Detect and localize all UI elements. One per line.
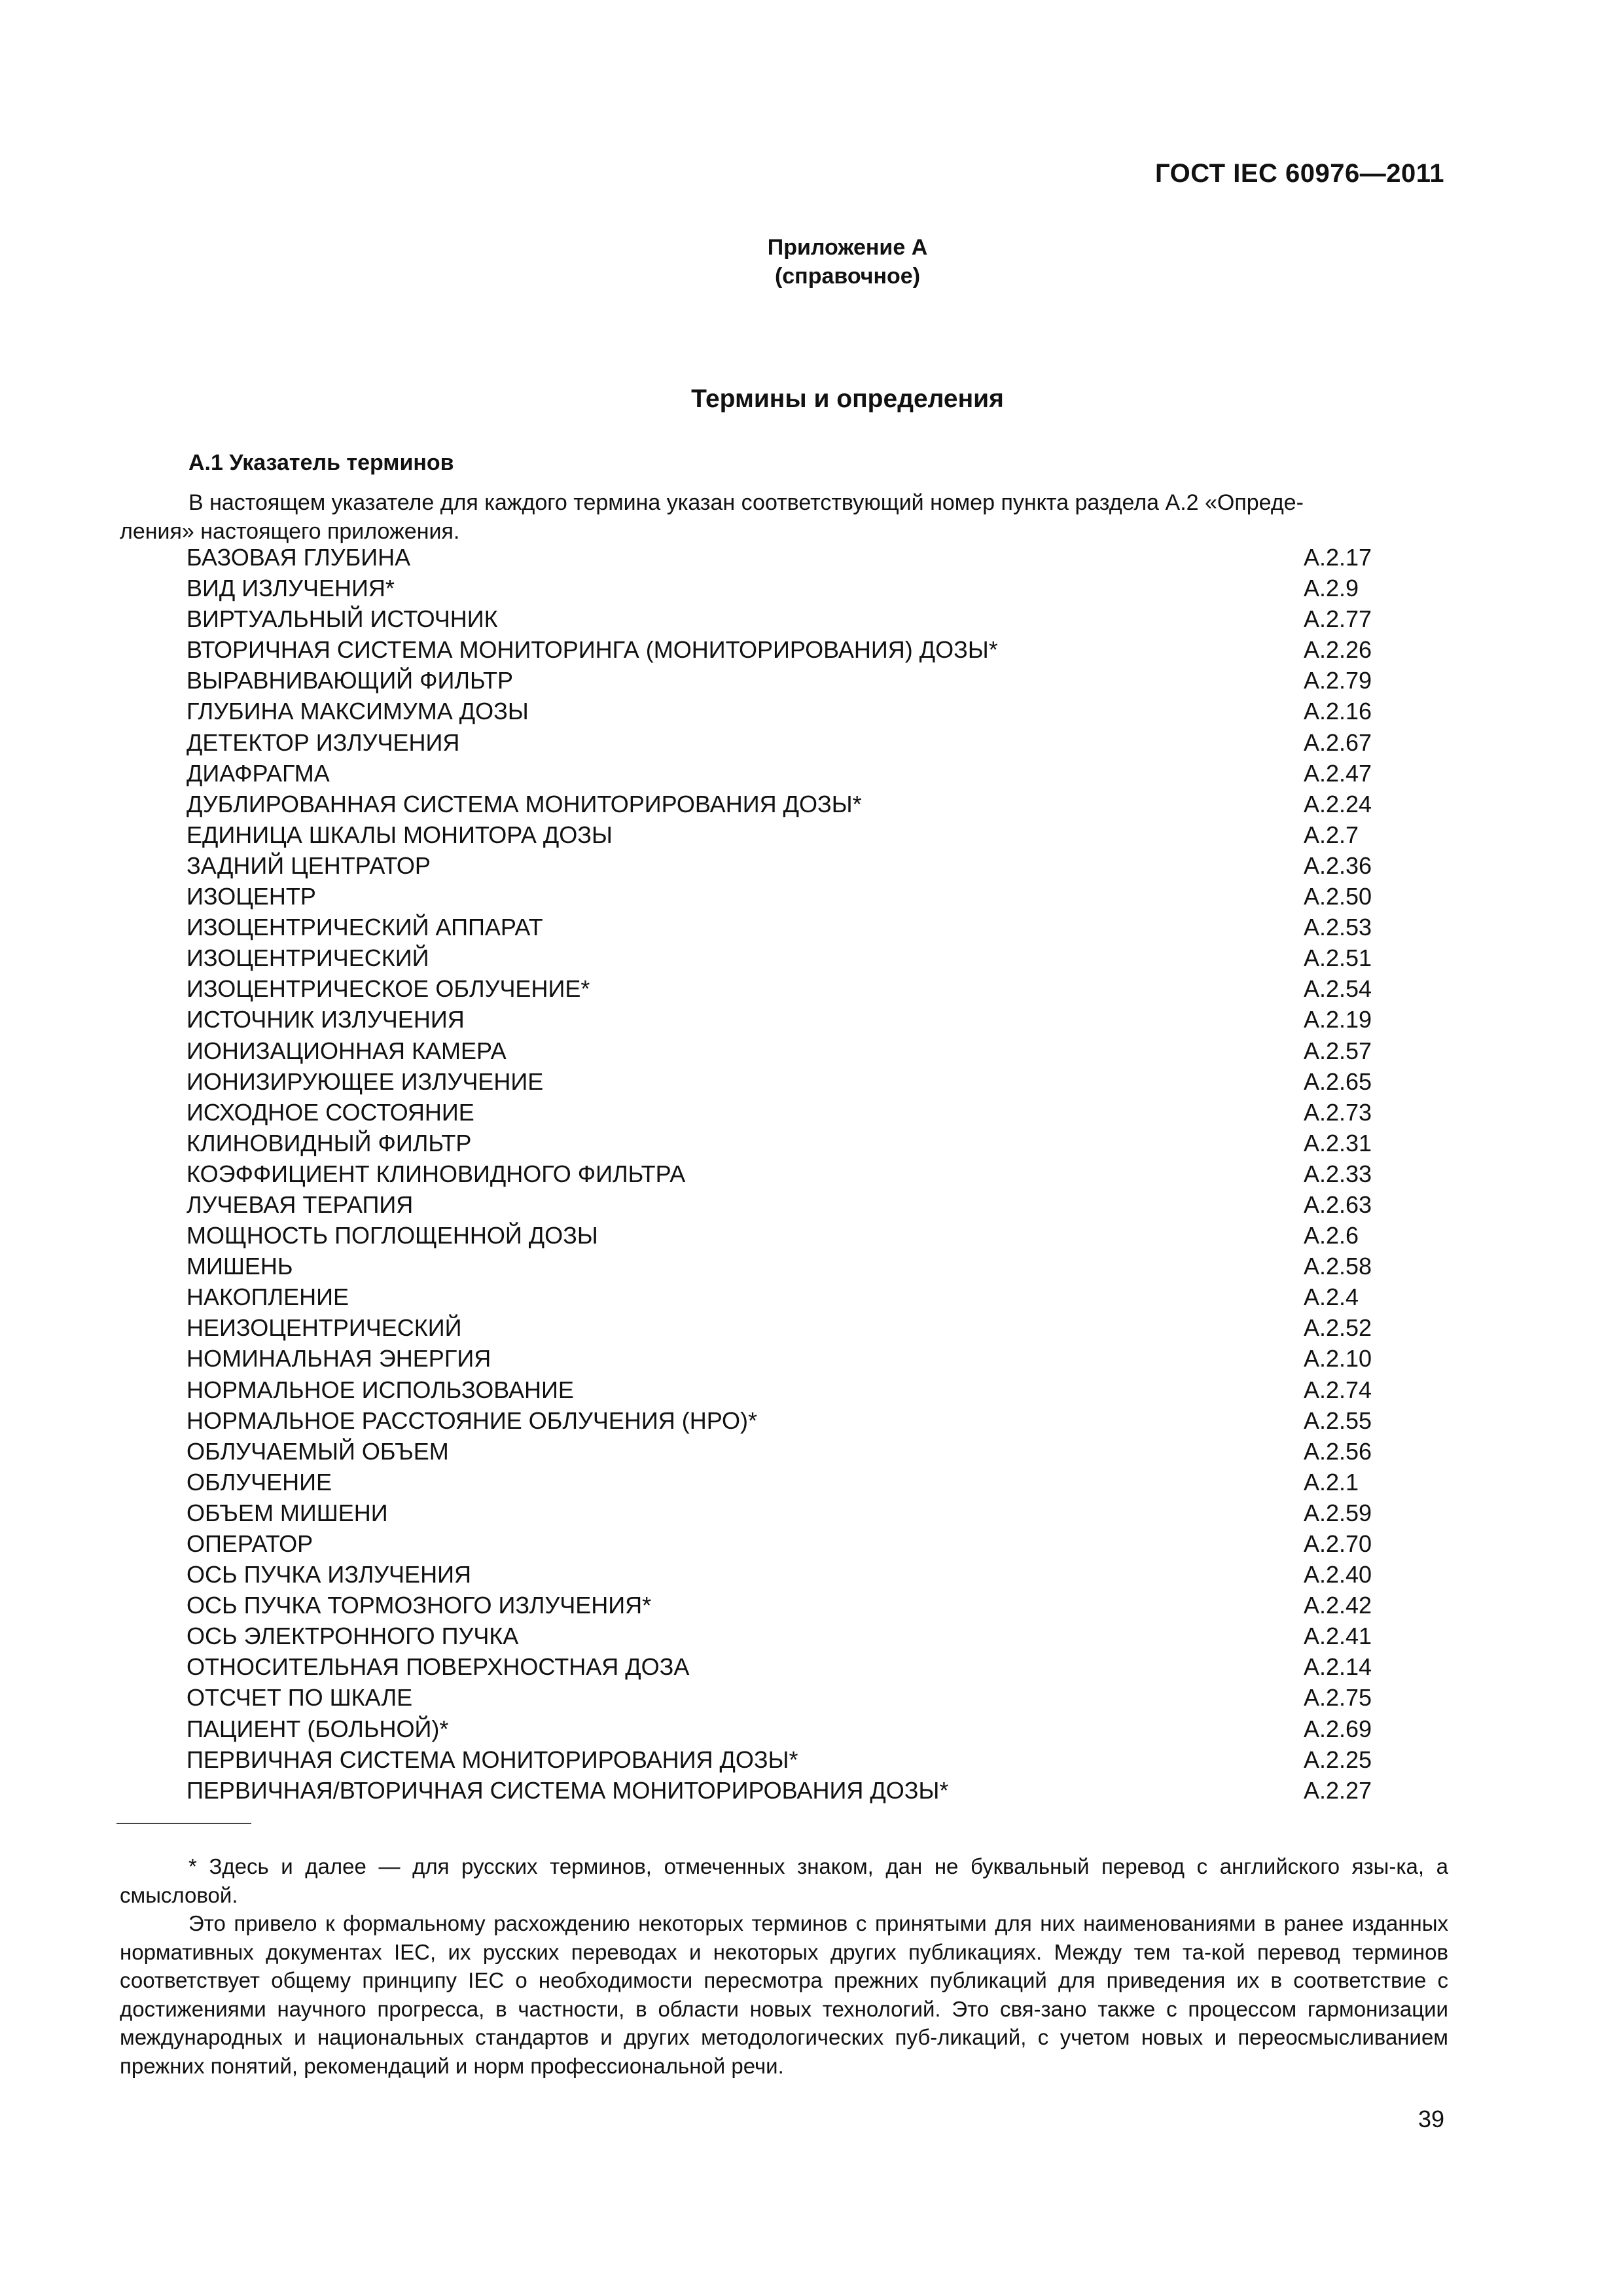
term-reference: А.2.67 (1304, 728, 1372, 756)
term-name: НОРМАЛЬНОЕ ИСПОЛЬЗОВАНИЕ (187, 1376, 574, 1403)
term-row (187, 973, 1430, 1004)
term-name: ПЕРВИЧНАЯ СИСТЕМА МОНИТОРИРОВАНИЯ ДОЗЫ* (187, 1746, 798, 1773)
term-row (187, 727, 1430, 758)
term-row (187, 573, 1430, 603)
term-row (187, 1467, 1430, 1498)
appendix-title: Приложение А (767, 235, 928, 260)
term-name: ВИРТУАЛЬНЫЙ ИСТОЧНИК (187, 605, 498, 633)
term-row (187, 819, 1430, 850)
term-name: МИШЕНЬ (187, 1253, 293, 1280)
term-name: ДИАФРАГМА (187, 759, 330, 787)
term-name: ОПЕРАТОР (187, 1530, 313, 1557)
subsection-title: А.1 Указатель терминов (188, 450, 454, 475)
term-row (187, 1220, 1430, 1251)
term-row (187, 1035, 1430, 1066)
term-name: ПАЦИЕНТ (БОЛЬНОЙ)* (187, 1715, 449, 1742)
term-reference: А.2.54 (1304, 975, 1372, 1003)
term-name: ОСЬ ЭЛЕКТРОННОГО ПУЧКА (187, 1623, 519, 1650)
term-reference: А.2.19 (1304, 1006, 1372, 1033)
term-row (187, 1374, 1430, 1405)
term-row (187, 912, 1430, 942)
term-reference: А.2.10 (1304, 1345, 1372, 1372)
term-row (187, 1158, 1430, 1189)
term-name: БАЗОВАЯ ГЛУБИНА (187, 544, 411, 571)
term-name: ИЗОЦЕНТРИЧЕСКИЙ АППАРАТ (187, 914, 543, 941)
term-name: ОСЬ ПУЧКА ИЗЛУЧЕНИЯ (187, 1561, 471, 1588)
term-reference: А.2.53 (1304, 914, 1372, 941)
appendix-kind: (справочное) (774, 264, 921, 289)
term-reference: А.2.16 (1304, 698, 1372, 725)
term-reference: А.2.25 (1304, 1746, 1372, 1773)
term-reference: А.2.14 (1304, 1653, 1372, 1681)
term-name: ВЫРАВНИВАЮЩИЙ ФИЛЬТР (187, 667, 513, 694)
term-name: ВИД ИЗЛУЧЕНИЯ* (187, 575, 395, 602)
term-reference: А.2.57 (1304, 1037, 1372, 1064)
term-reference: А.2.6 (1304, 1222, 1359, 1249)
term-name: ИОНИЗАЦИОННАЯ КАМЕРА (187, 1037, 507, 1064)
term-row (187, 1498, 1430, 1528)
term-row (187, 696, 1430, 726)
term-name: НОМИНАЛЬНАЯ ЭНЕРГИЯ (187, 1345, 491, 1372)
term-name: ОТСЧЕТ ПО ШКАЛЕ (187, 1684, 413, 1712)
term-name: ОБЪЕМ МИШЕНИ (187, 1499, 388, 1526)
term-reference: А.2.73 (1304, 1098, 1372, 1126)
term-reference: А.2.51 (1304, 944, 1372, 972)
term-row (187, 1097, 1430, 1128)
term-reference: А.2.24 (1304, 790, 1372, 817)
term-row (187, 789, 1430, 819)
term-reference: А.2.59 (1304, 1499, 1372, 1526)
term-reference: А.2.75 (1304, 1684, 1372, 1712)
term-reference: А.2.47 (1304, 759, 1372, 787)
appendix-heading (0, 233, 1623, 291)
term-name: ДЕТЕКТОР ИЗЛУЧЕНИЯ (187, 728, 460, 756)
term-reference: А.2.74 (1304, 1376, 1372, 1403)
term-reference: А.2.17 (1304, 544, 1372, 571)
term-reference: А.2.31 (1304, 1129, 1372, 1157)
term-reference: А.2.79 (1304, 667, 1372, 694)
footnote-divider (116, 1823, 251, 1824)
term-row (187, 881, 1430, 912)
term-name: НЕИЗОЦЕНТРИЧЕСКИЙ (187, 1314, 462, 1342)
term-row (187, 942, 1430, 973)
term-row (187, 1066, 1430, 1097)
term-row (187, 1621, 1430, 1651)
term-reference: А.2.56 (1304, 1437, 1372, 1465)
term-row (187, 1590, 1430, 1621)
footnote-paragraph-2: Это привело к формальному расхождению некоторых терминов с принятыми для них наименованиями в ранее изданных нормативных документах IEC, их русских переводах и некоторых других публикациях. Между тем та-кой перевод терминов соответствует общему принципу IEC о необходимости пересмотра прежних публикаций для приведения их в соответствие с достижениями научного прогресса, в частности, в области новых технологий. Это свя-зано также с процессом гармонизации международных и национальных стандартов и других методологических пуб-ликаций, с учетом новых и переосмысливанием прежних понятий, рекомендаций и норм профессиональной речи. (120, 1911, 1448, 2078)
term-reference: А.2.4 (1304, 1283, 1359, 1311)
footnote (120, 1852, 1448, 2080)
term-name: НОРМАЛЬНОЕ РАССТОЯНИЕ ОБЛУЧЕНИЯ (НРО)* (187, 1407, 757, 1434)
term-name: ГЛУБИНА МАКСИМУМА ДОЗЫ (187, 698, 529, 725)
term-reference: А.2.7 (1304, 821, 1359, 848)
term-reference: А.2.63 (1304, 1191, 1372, 1218)
term-name: ЗАДНИЙ ЦЕНТРАТОР (187, 852, 431, 879)
term-name: ИОНИЗИРУЮЩЕЕ ИЗЛУЧЕНИЕ (187, 1067, 544, 1095)
term-reference: А.2.9 (1304, 575, 1359, 602)
term-row (187, 758, 1430, 789)
term-reference: А.2.50 (1304, 883, 1372, 910)
term-reference: А.2.26 (1304, 636, 1372, 664)
term-row (187, 1251, 1430, 1282)
term-row (187, 1775, 1430, 1806)
term-name: ДУБЛИРОВАННАЯ СИСТЕМА МОНИТОРИРОВАНИЯ ДОЗЫ* (187, 790, 862, 817)
term-row (187, 1312, 1430, 1343)
term-reference: А.2.69 (1304, 1715, 1372, 1742)
term-reference: А.2.55 (1304, 1407, 1372, 1434)
term-reference: А.2.41 (1304, 1623, 1372, 1650)
term-name: НАКОПЛЕНИЕ (187, 1283, 349, 1311)
term-row (187, 634, 1430, 665)
term-row (187, 1128, 1430, 1158)
term-name: ЕДИНИЦА ШКАЛЫ МОНИТОРА ДОЗЫ (187, 821, 613, 848)
term-name: ОТНОСИТЕЛЬНАЯ ПОВЕРХНОСТНАЯ ДОЗА (187, 1653, 690, 1681)
document-header: ГОСТ IEC 60976—2011 (1155, 159, 1444, 188)
term-reference: А.2.36 (1304, 852, 1372, 879)
term-name: ИСХОДНОЕ СОСТОЯНИЕ (187, 1098, 474, 1126)
term-row (187, 1405, 1430, 1436)
term-name: ИЗОЦЕНТРИЧЕСКОЕ ОБЛУЧЕНИЕ* (187, 975, 590, 1003)
term-name: ОБЛУЧЕНИЕ (187, 1468, 332, 1496)
term-name: КОЭФФИЦИЕНТ КЛИНОВИДНОГО ФИЛЬТРА (187, 1160, 686, 1187)
term-name: ИЗОЦЕНТР (187, 883, 316, 910)
term-row (187, 1004, 1430, 1035)
term-row (187, 665, 1430, 696)
intro-line-2: ления» настоящего приложения. (120, 519, 460, 544)
term-row (187, 603, 1430, 634)
term-reference: А.2.65 (1304, 1067, 1372, 1095)
term-reference: А.2.70 (1304, 1530, 1372, 1557)
term-reference: А.2.1 (1304, 1468, 1359, 1496)
term-row (187, 1682, 1430, 1713)
term-row (187, 1189, 1430, 1220)
term-reference: А.2.33 (1304, 1160, 1372, 1187)
footnote-paragraph-1: * Здесь и далее — для русских терминов, отмеченных знаком, дан не буквальный перевод с английского язы-ка, а смысловой. (120, 1854, 1448, 1907)
term-name: ЛУЧЕВАЯ ТЕРАПИЯ (187, 1191, 414, 1218)
term-name: ИСТОЧНИК ИЗЛУЧЕНИЯ (187, 1006, 465, 1033)
term-reference: А.2.77 (1304, 605, 1372, 633)
term-name: ВТОРИЧНАЯ СИСТЕМА МОНИТОРИНГА (МОНИТОРИРОВАНИЯ) ДОЗЫ* (187, 636, 998, 664)
term-reference: А.2.42 (1304, 1592, 1372, 1619)
term-row (187, 1282, 1430, 1312)
term-name: МОЩНОСТЬ ПОГЛОЩЕННОЙ ДОЗЫ (187, 1222, 598, 1249)
term-name: КЛИНОВИДНЫЙ ФИЛЬТР (187, 1129, 472, 1157)
term-name: ОБЛУЧАЕМЫЙ ОБЪЕМ (187, 1437, 449, 1465)
term-name: ИЗОЦЕНТРИЧЕСКИЙ (187, 944, 429, 972)
term-row (187, 1559, 1430, 1590)
term-reference: А.2.27 (1304, 1776, 1372, 1804)
term-row (187, 1343, 1430, 1374)
intro-paragraph (120, 488, 1448, 546)
term-row (187, 1528, 1430, 1559)
term-row (187, 1651, 1430, 1682)
term-reference: А.2.58 (1304, 1253, 1372, 1280)
term-row (187, 850, 1430, 881)
term-reference: А.2.40 (1304, 1561, 1372, 1588)
page-number: 39 (1418, 2106, 1444, 2132)
intro-line-1: В настоящем указателе для каждого термина указан соответствующий номер пункта раздела А.2 «Опреде- (188, 490, 1304, 515)
term-row (187, 1436, 1430, 1467)
terms-index-list (187, 542, 1430, 1806)
term-name: ОСЬ ПУЧКА ТОРМОЗНОГО ИЗЛУЧЕНИЯ* (187, 1592, 652, 1619)
section-title: Термины и определения (691, 385, 1004, 413)
term-name: ПЕРВИЧНАЯ/ВТОРИЧНАЯ СИСТЕМА МОНИТОРИРОВАНИЯ ДОЗЫ* (187, 1776, 949, 1804)
term-row (187, 542, 1430, 573)
term-row (187, 1744, 1430, 1775)
term-row (187, 1713, 1430, 1744)
term-reference: А.2.52 (1304, 1314, 1372, 1342)
